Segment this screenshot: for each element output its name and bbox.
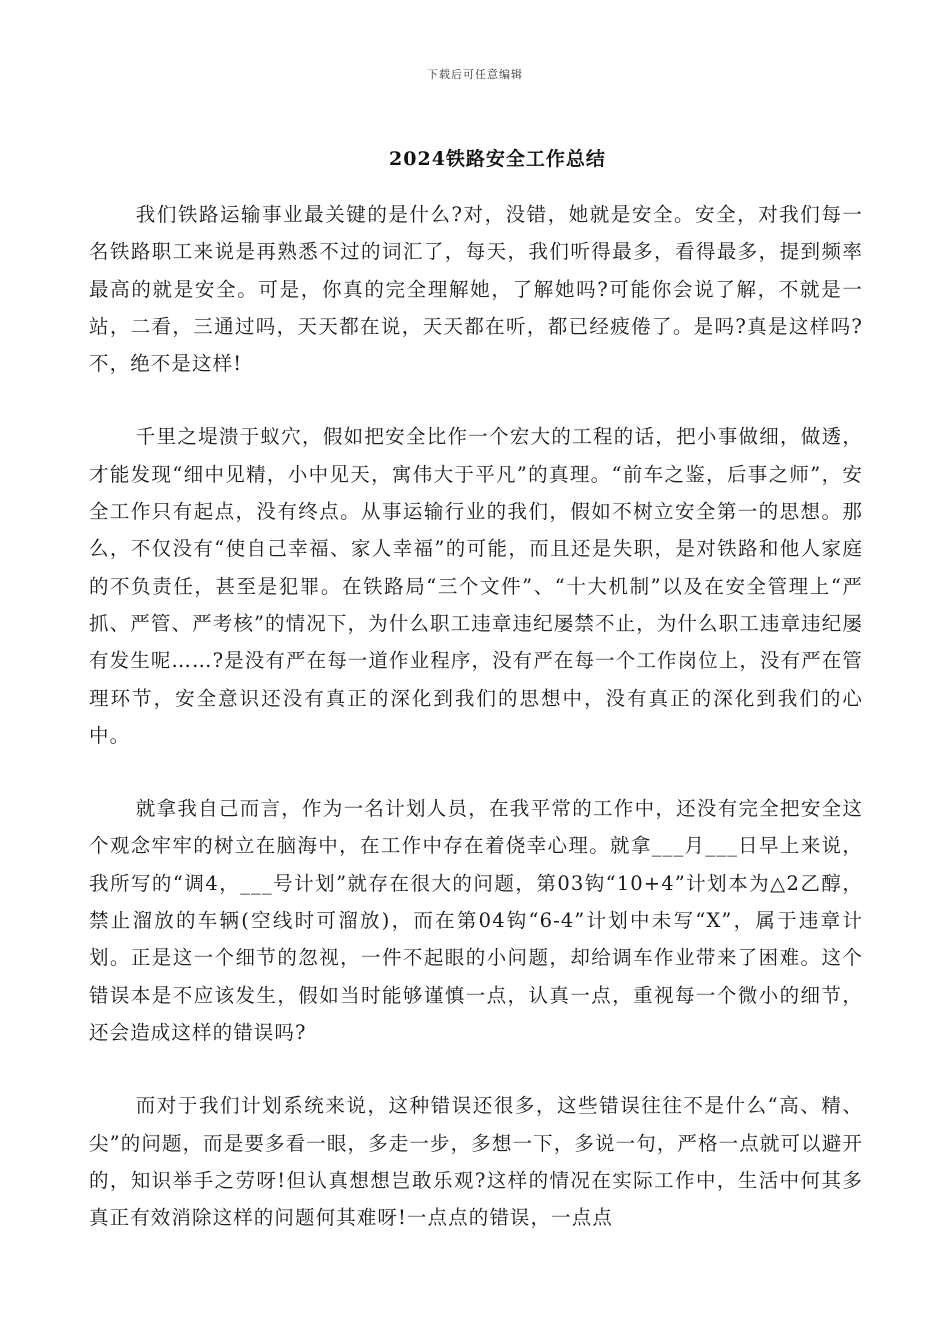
document-title: 2024铁路安全工作总结: [389, 148, 606, 170]
paragraph-4: 而对于我们计划系统来说，这种错误还很多，这些错误往往不是什么“高、精、尖”的问题，而是要多看一眼，多走一步，多想一下，多说一句，严格一点就可以避开的，知识举手之劳呀!但认真想想岂敢乐观?这样的情况在实际工作中，生活中何其多真正有效消除这样的问题何其难呀!一点点的错误，一点点: [89, 1094, 863, 1230]
paragraph-3: 就拿我自己而言，作为一名计划人员，在我平常的工作中，还没有完全把安全这个观念牢牢的树立在脑海中，在工作中存在着侥幸心理。就拿___月___日早上来说，我所写的“调4，___号计划”就存在很大的问题，第03钩“10+4”计划本为△2乙醇，禁止溜放的车辆(空线时可溜放)，而在第04钩“6-4”计划中未写“X”，属于违章计划。正是这一个细节的忽视，一件不起眼的小问题，却给调车作业带来了困难。这个错误本是不应该发生，假如当时能够谨慎一点，认真一点，重视每一个微小的细节，还会造成这样的错误吗?: [89, 797, 863, 1044]
header-note: 下载后可任意编辑: [427, 68, 523, 81]
paragraph-1: 我们铁路运输事业最关键的是什么?对，没错，她就是安全。安全，对我们每一名铁路职工来说是再熟悉不过的词汇了，每天，我们听得最多，看得最多，提到频率最高的就是安全。可是，你真的完全理解她，了解她吗?可能你会说了解，不就是一站，二看，三通过吗，天天都在说，天天都在听，都已经疲倦了。是吗?真是这样吗?不，绝不是这样!: [89, 203, 863, 376]
paragraph-2: 千里之堤溃于蚁穴，假如把安全比作一个宏大的工程的话，把小事做细，做透，才能发现“细中见精，小中见天，寓伟大于平凡”的真理。“前车之鉴，后事之师”，安全工作只有起点，没有终点。从事运输行业的我们，假如不树立安全第一的思想。那么，不仅没有“使自己幸福、家人幸福”的可能，而且还是失职，是对铁路和他人家庭的不负责任，甚至是犯罪。在铁路局“三个文件”、“十大机制”以及在安全管理上“严抓、严管、严考核”的情况下，为什么职工违章违纪屡禁不止，为什么职工违章违纪屡有发生呢……?是没有严在每一道作业程序，没有严在每一个工作岗位上，没有严在管理环节，安全意识还没有真正的深化到我们的思想中，没有真正的深化到我们的心中。: [89, 425, 863, 747]
document-body: [89, 196, 863, 1272]
